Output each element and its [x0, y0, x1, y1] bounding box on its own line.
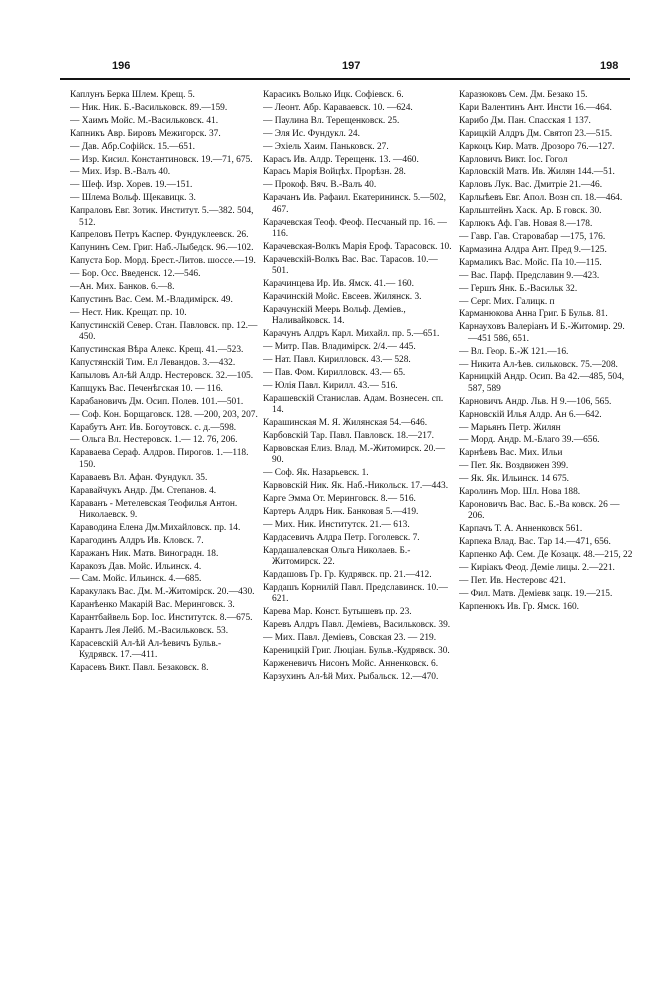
directory-entry: Карачинскій Мойс. Евсеев. Жилянск. 3. [263, 292, 422, 302]
directory-entry: Караванъ - Метелевская Теофилья Антон. Николаевск. 9. [70, 498, 238, 520]
directory-entry: Капреловъ Петръ Каспер. Фундуклеевск. 26. [70, 230, 249, 241]
directory-column-1 [70, 90, 258, 985]
directory-entry: Карачевская Теоф. Феоф. Песчаный пр. 16. —116. [263, 217, 447, 239]
page-number-left: 196 [112, 60, 131, 72]
directory-entry: — Эхіель Хаим. Паньковск. 27. [263, 141, 389, 152]
directory-entry: — Шеф. Изр. Хорев. 19.—151. [70, 180, 193, 191]
directory-entry: — Гавр. Гав. Старовабар —175, 176. [459, 231, 606, 242]
directory-entry: — Ник. Ник. Б.-Васильковск. 89.—159. [70, 102, 228, 113]
directory-entry: Карасъ Ив. Алдр. Терещенк. 13. —460. [263, 154, 419, 165]
directory-entry: — Вл. Геор. Б.-Ж 121.—16. [459, 346, 569, 357]
header-rule [60, 78, 630, 80]
directory-entry: Карась Марія Войцѣх. Прорѣзн. 28. [263, 167, 406, 178]
directory-entry: — Соф. Як. Назарьевск. 1. [263, 468, 369, 479]
directory-entry: — Соф. Кон. Борщаговск. 128. —200, 203, 207. [70, 409, 258, 420]
directory-entry: Капустянскій Тим. Ел Левандов. 3.—432. [70, 358, 236, 369]
directory-entry: Карибо Дм. Пан. Спасская 1 137. [459, 115, 591, 126]
directory-entry: Капщукъ Вас. Печенѣгская 10. — 116. [70, 383, 223, 394]
directory-column-2 [263, 90, 453, 985]
directory-entry: Кардасевичъ Алдра Петр. Гоголевск. 7. [263, 532, 420, 543]
directory-entry: — Пав. Фом. Кирилловск. 43.— 65. [263, 367, 406, 378]
directory-entry: Карнѣевъ Вас. Мих. Ильи [459, 448, 563, 459]
directory-entry: — Фил. Матв. Деміевк зацк. 19.—215. [459, 588, 613, 599]
directory-entry: — Нест. Ник. Крещат. пр. 10. [70, 307, 187, 318]
directory-entry: Караваевъ Вл. Афан. Фундукл. 35. [70, 472, 208, 483]
directory-entry: Карачевская-Волкъ Марія Ероф. Тарасовск. 10. [263, 241, 452, 252]
directory-entry: Карловскій Матв. Ив. Жилян 144.—51. [459, 167, 615, 178]
directory-entry: Карловичъ Викт. Іос. Гогол [459, 154, 568, 165]
directory-entry: Карицкій Алдръ Дм. Святоп 23.—515. [459, 128, 613, 139]
directory-entry: Карловъ Лук. Вас. Дмитріе 21.—46. [459, 180, 603, 191]
directory-entry: Карманюкова Анна Григ. Б Бульв. 81. [459, 309, 608, 320]
directory-entry: — Пет. Як. Воздвижен 399. [459, 461, 569, 472]
directory-entry: — Юлія Павл. Кирилл. 43.— 516. [263, 380, 398, 391]
directory-entry: Каракулакъ Вас. Дм. М.-Житомірск. 20.—430. [70, 587, 255, 598]
directory-entry: — Мих. Изр. В.-Валъ 40. [70, 167, 171, 178]
directory-entry: Карасевскій Ал-ѣй Ал-ѣевичъ Бульв.-Кудрявск. 17.—411. [70, 638, 222, 661]
directory-entry: — Никита Ал-ѣев. сильковск. 75.—208. [459, 359, 618, 370]
directory-entry: Карантъ Лея Лейб. М.-Васильковск. 53. [70, 626, 229, 637]
directory-entry: Каразюковъ Сем. Дм. Безако 15. [459, 90, 588, 100]
directory-entry: Карачанъ Ив. Рафаил. Екатерининск. 5.—502, 467. [263, 193, 447, 215]
directory-entry: Карачунъ Алдръ Карл. Михайл. пр. 5.—651. [263, 329, 440, 340]
directory-entry: Карновскій Илья Алдр. Ан 6.—642. [459, 409, 602, 420]
directory-entry: Кармаликъ Вас. Мойс. Па 10.—115. [459, 257, 602, 268]
directory-entry: Карачевскій-Волкъ Вас. Вас. Тарасов. 10.—501. [263, 254, 438, 277]
directory-entry: — Дав. Абр.Софійск. 15.—651. [70, 141, 196, 152]
directory-entry: — Изр. Кисил. Константиновск. 19.—71, 675. [70, 154, 253, 165]
directory-entry: — Сам. Мойс. Ильинск. 4.—685. [70, 574, 202, 585]
directory-entry: Караводина Елена Дм.Михайловск. пр. 14. [70, 522, 241, 533]
directory-entry: Каплунъ Берка Шлем. Крещ. 5. [70, 90, 195, 100]
directory-entry: Каравайчукъ Андр. Дм. Степанов. 4. [70, 485, 217, 496]
directory-entry: — Митр. Пав. Владимірск. 2/4.— 445. [263, 342, 416, 353]
directory-entry: — Серг. Мих. Галицк. п [459, 296, 555, 307]
directory-entry: Каролинъ Мор. Шл. Нова 188. [459, 487, 581, 498]
directory-entry: Картеръ Алдръ Ник. Банковая 5.—419. [263, 506, 419, 517]
directory-entry: Карзухинъ Ал-ѣй Мих. Рыбальск. 12.—470. [263, 671, 439, 682]
directory-entry: Карлыѣевъ Евг. Апол. Возн сп. 18.—464. [459, 193, 623, 204]
directory-entry: Карнауховъ Валеріанъ И Б.-Житомир. 29.—451 586, 651. [459, 322, 625, 344]
directory-entry: Карасевъ Викт. Павл. Безаковск. 8. [70, 663, 209, 674]
directory-entry: Карпенюкъ Ив. Гр. Ямск. 160. [459, 601, 580, 612]
directory-entry: Карагодинъ Алдръ Ив. Кловск. 7. [70, 535, 204, 546]
page-header [60, 58, 630, 76]
directory-entry: Карлюкъ Аф. Гав. Новая 8.—178. [459, 219, 593, 230]
directory-entry: — Паулина Вл. Терещенковск. 25. [263, 115, 400, 126]
directory-entry: Кардашовъ Гр. Гр. Кудрявск. пр. 21.—412. [263, 569, 432, 580]
directory-entry: Карбовскій Тар. Павл. Павловск. 18.—217. [263, 430, 434, 441]
directory-entry: — Прокоф. Вяч. В.-Валъ 40. [263, 180, 377, 191]
directory-entry: Карпенко Аф. Сем. Де Козацк. 48.—215, 22 [459, 550, 633, 561]
directory-entry: Карженевичъ Нисонъ Мойс. Анненковск. 6. [263, 658, 439, 669]
directory-entry: Карабутъ Ант. Ив. Богоутовск. с. д.—598. [70, 422, 237, 433]
directory-entry: Капраловъ Евг. Зотик. Институт. 5.—382. 504, 512. [70, 206, 254, 228]
directory-entry: Каракозъ Дав. Мойс. Ильинск. 4. [70, 561, 202, 572]
directory-entry: — Вас. Парф. Предславин 9.—423. [459, 270, 600, 281]
directory-entry: — Ольга Вл. Нестеровск. 1.— 12. 76, 206. [70, 435, 238, 446]
directory-entry: — Морд. Андр. М.-Благо 39.—656. [459, 435, 600, 446]
directory-column-3 [459, 90, 633, 985]
directory-entry: Карге Эмма От. Меринговск. 8.— 516. [263, 494, 416, 504]
directory-entry: — Бор. Осс. Введенск. 12.—546. [70, 269, 201, 280]
directory-entry: — Мих. Павл. Деміевъ, Совская 23. — 219. [263, 632, 437, 643]
directory-entry: Кароновичъ Вас. Вас. Б.-Ва ковск. 26 — 206. [459, 500, 620, 522]
directory-entry: Капунинъ Сем. Григ. Наб.-Лыбедск. 96.—102. [70, 243, 254, 254]
directory-entry: Капыловъ Ал-ѣй Алдр. Нестеровск. 32.—105. [70, 370, 254, 381]
directory-entry: Карницкій Андр. Осип. Ва 42.—485, 504, 587, 589 [459, 372, 625, 394]
directory-entry: — Мих. Ник. Институтск. 21.— 613. [263, 519, 410, 530]
directory-entry: Каражанъ Ник. Матв. Виноградн. 18. [70, 548, 219, 559]
directory-entry: Кармазина Алдра Ант. Пред 9.—125. [459, 244, 607, 255]
directory-entry: Кардашъ Корнилій Павл. Предславинск. 10.—621. [263, 582, 448, 605]
page-number-center: 197 [342, 60, 361, 72]
directory-entry: — Пет. Ив. Нестеровс 421. [459, 575, 566, 586]
directory-entry: Каркоцъ Кир. Матв. Дрозоро 76.—127. [459, 141, 615, 152]
directory-entry: — Шлема Вольф. Щекавицк. 3. [70, 193, 196, 204]
directory-entry: Капустинская Вѣра Алекс. Крещ. 41.—523. [70, 345, 244, 356]
directory-entry: — Як. Як. Ильинск. 14 675. [459, 474, 569, 485]
directory-entry: — Марьянъ Петр. Жилян [459, 422, 561, 433]
directory-entry: — Киріакъ Феод. Деміе лицы. 2.—221. [459, 563, 615, 574]
directory-entry: Каранѣенко Макарій Вас. Меринговск. 3. [70, 600, 235, 611]
directory-entry: Капустинскій Север. Стан. Павловск. пр. 12.—450. [70, 320, 258, 343]
directory-entry: Карльштейнъ Хаск. Ар. Б говск. 30. [459, 206, 602, 217]
directory-entry: Караваева Сераф. Алдров. Пирогов. 1.—118. 150. [70, 448, 249, 470]
directory-entry: — Леонт. Абр. Караваевск. 10. —624. [263, 102, 413, 113]
directory-entry: Кардашалевская Ольга Николаев. Б.-Житомирск. 22. [263, 545, 411, 568]
directory-entry: Карачинцева Ир. Ив. Ямск. 41.— 160. [263, 279, 414, 290]
directory-entry: — Гершъ Янк. Б.-Васильк 32. [459, 283, 578, 294]
directory-entry: — Хаимъ Мойс. М.-Васильковск. 41. [70, 115, 219, 126]
directory-entry: Кари Валентинъ Ант. Инсти 16.—464. [459, 102, 612, 113]
directory-entry: Карантбайвель Бор. Іос. Институтск. 8.—675. [70, 613, 253, 624]
page-number-right: 198 [600, 60, 619, 72]
directory-entry: Карева Мар. Конст. Бутышевъ пр. 23. [263, 607, 412, 618]
directory-entry: Карвовская Елиз. Влад. М.-Житомирск. 20.—90. [263, 443, 445, 466]
directory-entry: Карасикъ Волько Ицк. Софіевск. 6. [263, 90, 404, 100]
directory-entry: Карпачъ Т. А. Анненковск 561. [459, 524, 583, 535]
directory-entry: Каревъ Алдръ Павл. Деміевъ, Васильковск. 39. [263, 620, 451, 631]
directory-entry: Карновичъ Андр. Льв. Н 9.—106, 565. [459, 396, 612, 407]
directory-entry: Карашинская М. Я. Жилянская 54.—646. [263, 418, 428, 429]
directory-entry: — Нат. Павл. Кирилловск. 43.— 528. [263, 355, 411, 366]
directory-entry: Капустинъ Вас. Сем. М.-Владимірск. 49. [70, 295, 233, 305]
directory-entry: Кареницкій Григ. Люціан. Бульв.-Кудрявск. 30. [263, 645, 450, 656]
directory-entry: — Эля Ис. Фундукл. 24. [263, 128, 360, 139]
directory-entry: Карвовскій Ник. Як. Наб.-Никольск. 17.—443. [263, 481, 449, 492]
directory-entry: Капникъ Авр. Бировъ Межигорск. 37. [70, 128, 221, 139]
directory-entry: Карпека Влад. Вас. Тар 14.—471, 656. [459, 537, 611, 548]
directory-entry: Карашевскій Станислав. Адам. Вознесен. сп. 14. [263, 393, 444, 416]
directory-entry: Капуста Бор. Морд. Брест.-Литов. шоссе.—19. [70, 256, 256, 267]
directory-entry: —Ан. Мих. Банков. 6.—8. [70, 282, 175, 293]
directory-entry: Карабановичъ Дм. Осип. Полев. 101.—501. [70, 396, 244, 407]
directory-entry: Карачунскій Меерь Вольф. Деміев., Наливайковск. 14. [263, 304, 406, 327]
